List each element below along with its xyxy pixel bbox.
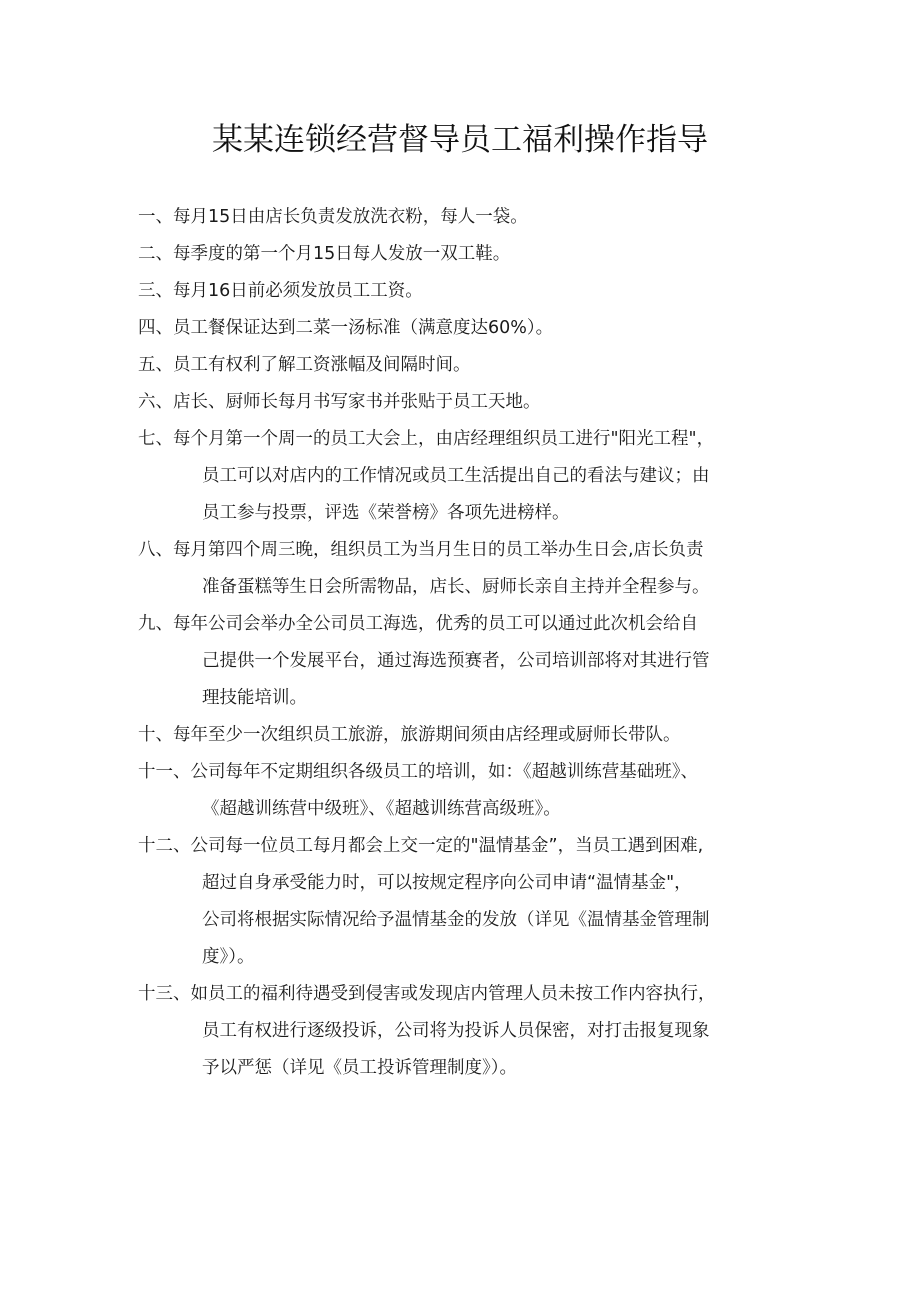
list-item [138,236,810,273]
item-text: 度》）。 [202,947,255,967]
list-item [138,754,810,828]
item-continuation-line [138,495,810,532]
item-text: 每季度的第一个月15日每人发放一双工鞋。 [173,244,511,264]
item-continuation-line [138,865,810,902]
item-text: 每个月第一个周一的员工大会上，由店经理组织员工进行"阳光工程"， [173,429,715,449]
item-first-line [138,754,810,791]
item-text: 员工餐保证达到二菜一汤标准（满意度达60%）。 [173,318,554,338]
item-first-line [138,347,810,384]
item-text: 每月第四个周三晚，组织员工为当月生日的员工举办生日会,店长负责 [173,540,704,560]
item-first-line [138,717,810,754]
item-continuation-line [138,643,810,680]
item-text: 理技能培训。 [202,688,307,708]
list-item [138,199,810,236]
item-first-line [138,236,810,273]
item-first-line [138,273,810,310]
item-first-line [138,606,810,643]
item-text: 每月16日前必须发放员工工资。 [173,281,423,301]
item-number: 十一、 [138,762,191,782]
list-item [138,273,810,310]
item-text: 员工可以对店内的工作情况或员工生活提出自己的看法与建议；由 [202,466,710,486]
item-text: 准备蛋糕等生日会所需物品，店长、厨师长亲自主持并全程参与。 [202,577,710,597]
item-text: 如员工的福利待遇受到侵害或发现店内管理人员未按工作内容执行， [190,984,716,1004]
item-number: 十二、 [138,836,191,856]
item-text: 员工参与投票，评选《荣誉榜》各项先进榜样。 [202,503,570,523]
list-item [138,310,810,347]
item-continuation-line [138,680,810,717]
item-text: 每年公司会举办全公司员工海选，优秀的员工可以通过此次机会给自 [173,614,698,634]
item-text: 己提供一个发展平台，通过海选预赛者，公司培训部将对其进行管 [202,651,710,671]
list-item [138,828,810,976]
item-number: 十三、 [138,984,191,1004]
item-continuation-line [138,1050,810,1087]
item-text: 员工有权进行逐级投诉，公司将为投诉人员保密，对打击报复现象 [202,1021,710,1041]
item-number: 四、 [138,318,173,338]
item-text: 超过自身承受能力时，可以按规定程序向公司申请“温情基金"， [202,873,692,893]
item-first-line [138,384,810,421]
item-text: 公司将根据实际情况给予温情基金的发放（详见《温情基金管理制 [202,910,710,930]
item-text: 《超越训练营中级班》、《超越训练营高级班》。 [202,799,561,819]
item-first-line [138,421,810,458]
item-number: 五、 [138,355,173,375]
item-number: 一、 [138,207,173,227]
item-continuation-line [138,791,810,828]
item-text: 员工有权利了解工资涨幅及间隔时间。 [173,355,471,375]
item-first-line [138,310,810,347]
item-number: 三、 [138,281,173,301]
item-first-line [138,976,810,1013]
item-text: 店长、厨师长每月书写家书并张贴于员工天地。 [173,392,541,412]
item-text: 予以严惩（详见《员工投诉管理制度》）。 [202,1058,517,1078]
list-item [138,532,810,606]
list-item [138,347,810,384]
list-item [138,606,810,717]
item-number: 九、 [138,614,173,634]
item-number: 八、 [138,540,173,560]
item-number: 六、 [138,392,173,412]
list-item [138,717,810,754]
item-first-line [138,199,810,236]
item-text: 公司每年不定期组织各级员工的培训，如：《超越训练营基础班》、 [190,762,698,782]
list-item [138,384,810,421]
item-first-line [138,828,810,865]
item-number: 二、 [138,244,173,264]
item-text: 每年至少一次组织员工旅游，旅游期间须由店经理或厨师长带队。 [173,725,681,745]
item-continuation-line [138,939,810,976]
item-continuation-line [138,569,810,606]
item-number: 七、 [138,429,173,449]
item-text: 每月15日由店长负责发放洗衣粉，每人一袋。 [173,207,528,227]
list-item [138,976,810,1087]
document-title: 某某连锁经营督导员工福利操作指导 [212,122,708,158]
item-continuation-line [138,458,810,495]
item-first-line [138,532,810,569]
item-text: 公司每一位员工每月都会上交一定的"温情基金”，当员工遇到困难, [190,836,704,856]
item-continuation-line [138,1013,810,1050]
item-continuation-line [138,902,810,939]
item-list [138,199,810,1087]
item-number: 十、 [138,725,173,745]
list-item [138,421,810,532]
